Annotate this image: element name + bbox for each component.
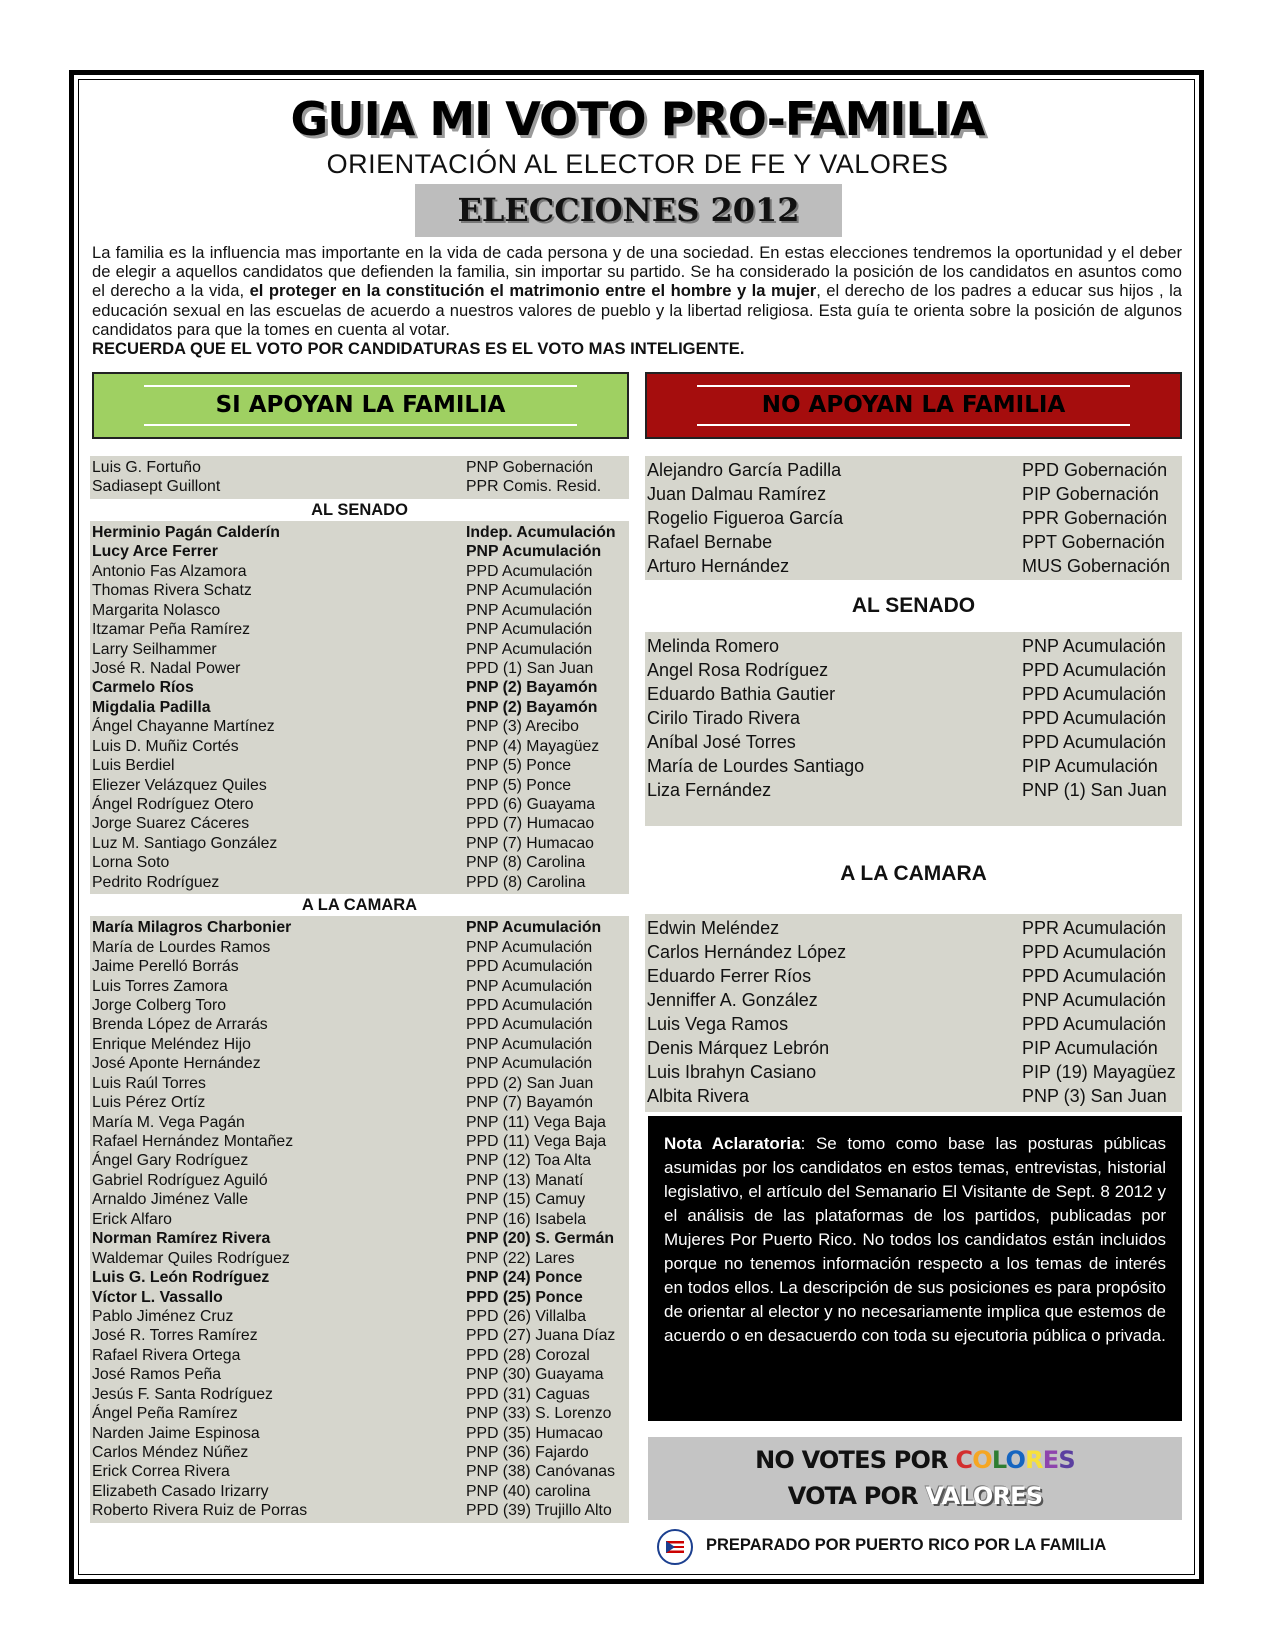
candidate-name: Larry Seilhammer bbox=[92, 640, 217, 658]
candidate-name: Waldemar Quiles Rodríguez bbox=[92, 1249, 290, 1267]
candidate-name: Roberto Rivera Ruiz de Porras bbox=[92, 1502, 308, 1520]
candidate-name: Pedrito Rodríguez bbox=[92, 873, 220, 891]
candidate-party: PPR Acumulación bbox=[1022, 918, 1167, 938]
candidate-party: PNP (20) S. Germán bbox=[466, 1230, 615, 1248]
candidate-party: PPD Acumulación bbox=[1022, 1014, 1167, 1034]
candidate-name: Margarita Nolasco bbox=[92, 601, 221, 619]
candidate-name: Eduardo Bathia Gautier bbox=[647, 684, 836, 704]
colores-letter: L bbox=[991, 1446, 1006, 1474]
candidate-name: Antonio Fas Alzamora bbox=[92, 562, 247, 580]
candidate-party: PPD (7) Humacao bbox=[466, 815, 595, 833]
candidate-row bbox=[90, 698, 629, 717]
si-apoyan-banner bbox=[92, 372, 629, 439]
candidate-row bbox=[90, 1443, 629, 1462]
candidate-row bbox=[90, 1074, 629, 1093]
candidate-party: PNP (24) Ponce bbox=[466, 1269, 583, 1287]
candidate-party: PPD Acumulación bbox=[466, 1016, 593, 1034]
candidate-name: Angel Rosa Rodríguez bbox=[647, 660, 829, 680]
candidate-party: PNP (11) Vega Baja bbox=[466, 1113, 606, 1131]
candidate-party: PNP Acumulación bbox=[466, 1035, 593, 1053]
candidate-party: PPD (26) Villalba bbox=[466, 1307, 586, 1325]
banner-rule bbox=[697, 424, 1130, 426]
candidate-name: Rafael Bernabe bbox=[647, 532, 773, 552]
si-gobernacion-list bbox=[90, 456, 629, 499]
si-camara-list bbox=[90, 916, 629, 1523]
slogan-line-2 bbox=[648, 1478, 1182, 1514]
si-senado-heading: AL SENADO bbox=[311, 500, 408, 519]
candidate-party: PPR Comis. Resid. bbox=[466, 478, 602, 496]
candidate-name: María Milagros Charbonier bbox=[92, 919, 292, 937]
candidate-row bbox=[645, 940, 1182, 964]
no-apoyan-banner bbox=[645, 372, 1182, 439]
slogan-line-2-prefix: VOTA POR bbox=[787, 1482, 926, 1510]
candidate-row bbox=[90, 776, 629, 795]
candidate-name: Pablo Jiménez Cruz bbox=[92, 1307, 234, 1325]
slogan-line-1 bbox=[648, 1442, 1182, 1478]
candidate-name: Aníbal José Torres bbox=[647, 732, 796, 752]
candidate-name: Edwin Meléndez bbox=[647, 918, 780, 938]
candidate-row bbox=[90, 996, 629, 1015]
candidate-row bbox=[645, 634, 1182, 658]
no-apoyan-column bbox=[645, 456, 1182, 1112]
candidate-name: Luis G. Fortuño bbox=[92, 459, 201, 476]
si-camara-heading: A LA CAMARA bbox=[301, 896, 418, 915]
candidate-row bbox=[90, 1190, 629, 1209]
candidate-row bbox=[90, 601, 629, 620]
candidate-party: PNP Acumulación bbox=[466, 1055, 593, 1073]
candidate-party: PPD Acumulación bbox=[466, 958, 593, 976]
no-apoyan-heading: NO APOYAN LA FAMILIA bbox=[761, 392, 1066, 418]
si-apoyan-heading: SI APOYAN LA FAMILIA bbox=[215, 392, 506, 418]
candidate-row bbox=[90, 1462, 629, 1481]
candidate-party: PNP (3) San Juan bbox=[1022, 1086, 1167, 1106]
candidate-name: Itzamar Peña Ramírez bbox=[92, 621, 251, 639]
candidate-party: PNP (36) Fajardo bbox=[466, 1444, 589, 1461]
candidate-row bbox=[645, 554, 1182, 578]
candidate-party: PNP Acumulación bbox=[466, 601, 593, 619]
slogan-valores-word: VALORES bbox=[925, 1482, 1043, 1510]
candidate-party: PIP Acumulación bbox=[1022, 1038, 1158, 1058]
candidate-name: Enrique Meléndez Hijo bbox=[92, 1035, 251, 1053]
nota-aclaratoria bbox=[648, 1116, 1182, 1421]
intro-text-2: , el derecho de los padres a educar sus hijos , la educación sexual en las escuelas de acuerdo a nuestros valores de pueblo y la libertad religiosa. Esta guía te orienta sobre la posición de algunos candidatos para que la tomes en cuenta al votar. bbox=[92, 281, 1182, 339]
candidate-row bbox=[645, 1060, 1182, 1084]
candidate-party: PIP Acumulación bbox=[1022, 756, 1158, 776]
candidate-party: PNP Acumulación bbox=[466, 543, 602, 561]
candidate-party: PNP Acumulación bbox=[466, 977, 593, 995]
candidate-name: Luis Vega Ramos bbox=[647, 1014, 789, 1034]
candidate-row bbox=[90, 853, 629, 872]
candidate-party: PPD Acumulación bbox=[1022, 942, 1167, 962]
candidate-row bbox=[90, 640, 629, 659]
candidate-name: Jaime Perelló Borrás bbox=[92, 958, 239, 976]
candidate-name: Cirilo Tirado Rivera bbox=[647, 708, 801, 728]
candidate-row bbox=[90, 1113, 629, 1132]
candidate-name: Brenda López de Arrarás bbox=[92, 1016, 268, 1034]
candidate-row bbox=[90, 814, 629, 833]
candidate-name: Ángel Gary Rodríguez bbox=[92, 1152, 249, 1170]
candidate-name: Melinda Romero bbox=[647, 636, 780, 656]
candidate-party: PNP (5) Ponce bbox=[466, 776, 572, 794]
candidate-party: PPD (28) Corozal bbox=[466, 1346, 590, 1364]
candidate-name: Luis Torres Zamora bbox=[92, 977, 228, 995]
candidate-name: José R. Nadal Power bbox=[92, 659, 241, 677]
candidate-party: PPR Gobernación bbox=[1022, 508, 1168, 528]
candidate-party: PPD Acumulación bbox=[1022, 966, 1167, 986]
page-title: GUIA MI VOTO PRO-FAMILIA bbox=[290, 92, 985, 146]
nota-label: Nota Aclaratoria bbox=[664, 1134, 801, 1153]
candidate-row bbox=[90, 1288, 629, 1307]
candidate-row bbox=[90, 1424, 629, 1443]
candidate-name: Carlos Méndez Núñez bbox=[92, 1444, 249, 1461]
candidate-party: PNP (38) Canóvanas bbox=[466, 1463, 615, 1481]
candidate-name: Jorge Colberg Toro bbox=[92, 996, 227, 1014]
candidate-name: Ángel Chayanne Martínez bbox=[92, 718, 275, 736]
candidate-row bbox=[90, 957, 629, 976]
candidate-row bbox=[90, 581, 629, 600]
candidate-name: Ángel Peña Ramírez bbox=[92, 1405, 238, 1423]
candidate-party: PNP (7) Humacao bbox=[466, 834, 594, 852]
candidate-party: PPD (31) Caguas bbox=[466, 1385, 590, 1403]
candidate-row bbox=[90, 834, 629, 853]
candidate-name: Denis Márquez Lebrón bbox=[647, 1038, 830, 1058]
candidate-party: PNP (22) Lares bbox=[466, 1249, 575, 1267]
no-camara-heading: A LA CAMARA bbox=[840, 862, 987, 885]
candidate-row bbox=[90, 1482, 629, 1501]
banner-rule bbox=[144, 424, 577, 426]
candidate-name: Luz M. Santiago González bbox=[92, 834, 278, 852]
candidate-name: Jorge Suarez Cáceres bbox=[92, 815, 250, 833]
candidate-row bbox=[645, 730, 1182, 754]
candidate-party: PPD Acumulación bbox=[1022, 660, 1167, 680]
candidate-party: PNP (2) Bayamón bbox=[466, 698, 598, 716]
candidate-row bbox=[90, 756, 629, 775]
candidate-row bbox=[90, 458, 629, 477]
candidate-name: Carlos Hernández López bbox=[647, 942, 847, 962]
candidate-party: PPD (1) San Juan bbox=[466, 659, 594, 677]
candidate-party: PNP Acumulación bbox=[1022, 636, 1166, 656]
candidate-party: PPD (11) Vega Baja bbox=[466, 1133, 607, 1150]
candidate-row bbox=[90, 717, 629, 736]
candidate-row bbox=[645, 482, 1182, 506]
candidate-row bbox=[90, 977, 629, 996]
candidate-name: Herminio Pagán Calderín bbox=[92, 523, 280, 541]
candidate-party: PPD (8) Carolina bbox=[466, 873, 586, 891]
candidate-name: Rafael Rivera Ortega bbox=[92, 1346, 241, 1364]
candidate-name: Albita Rivera bbox=[647, 1086, 750, 1106]
candidate-party: PNP (16) Isabela bbox=[466, 1210, 587, 1228]
intro-closing: RECUERDA QUE EL VOTO POR CANDIDATURAS ES EL VOTO MAS INTELIGENTE. bbox=[92, 339, 745, 359]
candidate-name: Migdalia Padilla bbox=[92, 698, 211, 716]
colores-letter: O bbox=[1005, 1446, 1026, 1474]
candidate-party: Indep. Acumulación bbox=[466, 523, 616, 541]
candidate-row bbox=[90, 678, 629, 697]
candidate-name: Rogelio Figueroa García bbox=[647, 508, 844, 528]
candidate-party: PNP Acumulación bbox=[466, 938, 593, 956]
candidate-row bbox=[90, 542, 629, 561]
candidate-row bbox=[645, 530, 1182, 554]
candidate-party: PPD (25) Ponce bbox=[466, 1288, 583, 1306]
candidate-party: PNP Gobernación bbox=[466, 459, 594, 476]
candidate-row bbox=[645, 706, 1182, 730]
candidate-row bbox=[90, 918, 629, 937]
candidate-name: Liza Fernández bbox=[647, 780, 772, 800]
colores-letter: C bbox=[955, 1446, 973, 1474]
candidate-row bbox=[90, 1501, 629, 1520]
candidate-name: Elizabeth Casado Irizarry bbox=[92, 1482, 269, 1500]
candidate-row bbox=[90, 1035, 629, 1054]
candidate-row bbox=[90, 1015, 629, 1034]
si-senado-list bbox=[90, 521, 629, 894]
candidate-name: Lorna Soto bbox=[92, 854, 170, 872]
candidate-row bbox=[90, 795, 629, 814]
flag-triangle bbox=[666, 1541, 675, 1553]
candidate-row bbox=[90, 1307, 629, 1326]
intro-text-1: La familia es la influencia mas importante en la vida de cada persona y de una sociedad. En estas elecciones tendremos la oportunidad y el deber de elegir a aquellos candidatos que defienden la familia, sin importar su partido. Se ha considerado la posición de los candidatos en asuntos como el derecho a la vida, bbox=[92, 243, 1182, 301]
candidate-party: PPD Gobernación bbox=[1022, 460, 1168, 480]
candidate-row bbox=[90, 659, 629, 678]
candidate-party: PNP (30) Guayama bbox=[466, 1366, 604, 1384]
candidate-name: Sadiasept Guillont bbox=[92, 478, 221, 496]
candidate-row bbox=[90, 1151, 629, 1170]
candidate-name: José R. Torres Ramírez bbox=[92, 1327, 258, 1345]
candidate-row bbox=[90, 620, 629, 639]
candidate-name: Luis Ibrahyn Casiano bbox=[647, 1062, 817, 1082]
candidate-row bbox=[645, 682, 1182, 706]
candidate-party: PPD (35) Humacao bbox=[466, 1424, 603, 1442]
candidate-party: PPD Acumulación bbox=[1022, 708, 1167, 728]
candidate-row bbox=[645, 988, 1182, 1012]
candidate-name: María de Lourdes Santiago bbox=[647, 756, 865, 776]
candidate-row bbox=[90, 1229, 629, 1248]
candidate-name: Luis D. Muñiz Cortés bbox=[92, 737, 239, 755]
banner-rule bbox=[144, 385, 577, 387]
candidate-party: PNP Acumulación bbox=[1022, 990, 1166, 1010]
candidate-row bbox=[90, 562, 629, 581]
candidate-party: PPD Acumulación bbox=[466, 996, 593, 1014]
candidate-name: Luis Pérez Ortíz bbox=[92, 1094, 206, 1112]
footer bbox=[648, 1527, 1182, 1567]
candidate-row bbox=[90, 873, 629, 892]
candidate-row bbox=[645, 506, 1182, 530]
no-gobernacion-list bbox=[645, 456, 1182, 580]
candidate-row bbox=[645, 964, 1182, 988]
candidate-name: Thomas Rivera Schatz bbox=[92, 582, 252, 600]
candidate-name: Jenniffer A. González bbox=[647, 990, 818, 1010]
candidate-party: PNP (33) S. Lorenzo bbox=[466, 1405, 612, 1423]
candidate-party: PNP Acumulación bbox=[466, 919, 602, 937]
colores-letter: S bbox=[1058, 1446, 1075, 1474]
candidate-row bbox=[90, 1132, 629, 1151]
candidate-party: PNP (1) San Juan bbox=[1022, 780, 1167, 800]
candidate-name: José Ramos Peña bbox=[92, 1366, 222, 1384]
candidate-name: Erick Correa Rivera bbox=[92, 1463, 230, 1481]
candidate-row bbox=[90, 737, 629, 756]
family-seal-icon bbox=[657, 1529, 693, 1565]
candidate-party: PIP (19) Mayagüez bbox=[1022, 1062, 1176, 1082]
footer-credit: PREPARADO POR PUERTO RICO POR LA FAMILIA bbox=[706, 1536, 1107, 1554]
candidate-row bbox=[645, 458, 1182, 482]
candidate-name: Carmelo Ríos bbox=[92, 679, 194, 697]
candidate-name: Luis Berdiel bbox=[92, 757, 175, 775]
candidate-name: Narden Jaime Espinosa bbox=[92, 1424, 260, 1442]
intro-paragraph bbox=[92, 243, 1182, 358]
candidate-name: Erick Alfaro bbox=[92, 1210, 172, 1228]
candidate-row bbox=[90, 938, 629, 957]
candidate-party: PPD (39) Trujillo Alto bbox=[466, 1502, 612, 1520]
candidate-party: PIP Gobernación bbox=[1022, 484, 1159, 504]
slogan-line-1-prefix: NO VOTES POR bbox=[755, 1446, 956, 1474]
candidate-name: Arnaldo Jiménez Valle bbox=[92, 1191, 249, 1209]
no-senado-heading: AL SENADO bbox=[851, 594, 976, 617]
candidate-party: PPD (2) San Juan bbox=[466, 1074, 594, 1092]
candidate-party: PNP (5) Ponce bbox=[466, 757, 572, 775]
candidate-name: Lucy Arce Ferrer bbox=[92, 543, 218, 561]
candidate-party: PNP (12) Toa Alta bbox=[466, 1152, 591, 1170]
candidate-row bbox=[645, 1036, 1182, 1060]
intro-text-bold: el proteger en la constitución el matrimonio entre el hombre y la mujer bbox=[249, 281, 817, 301]
candidate-row bbox=[90, 1404, 629, 1423]
candidate-row bbox=[645, 1084, 1182, 1108]
candidate-name: Gabriel Rodríguez Aguiló bbox=[92, 1171, 268, 1189]
candidate-name: Arturo Hernández bbox=[647, 556, 790, 576]
candidate-row bbox=[90, 1268, 629, 1287]
page-subtitle: ORIENTACIÓN AL ELECTOR DE FE Y VALORES bbox=[326, 149, 949, 179]
no-senado-list bbox=[645, 632, 1182, 826]
candidate-name: María M. Vega Pagán bbox=[92, 1113, 245, 1131]
candidate-party: PPT Gobernación bbox=[1022, 532, 1165, 552]
candidate-party: PNP (3) Arecibo bbox=[466, 718, 579, 736]
candidate-name: Eduardo Ferrer Ríos bbox=[647, 966, 812, 986]
colores-letter: O bbox=[972, 1446, 992, 1474]
candidate-row bbox=[90, 1093, 629, 1112]
candidate-party: PNP (13) Manatí bbox=[466, 1171, 584, 1189]
candidate-name: Juan Dalmau Ramírez bbox=[647, 484, 827, 504]
candidate-name: Norman Ramírez Rivera bbox=[92, 1230, 271, 1248]
candidate-name: Eliezer Velázquez Quiles bbox=[92, 776, 267, 794]
no-camara-list bbox=[645, 914, 1182, 1112]
candidate-name: Luis Raúl Torres bbox=[92, 1074, 206, 1092]
candidate-party: PNP (2) Bayamón bbox=[466, 679, 598, 697]
candidate-party: PNP (8) Carolina bbox=[466, 854, 586, 872]
candidate-name: Rafael Hernández Montañez bbox=[92, 1133, 294, 1150]
candidate-party: MUS Gobernación bbox=[1022, 556, 1171, 576]
candidate-name: Ángel Rodríguez Otero bbox=[92, 796, 254, 813]
candidate-party: PPD (6) Guayama bbox=[466, 796, 596, 813]
candidate-row bbox=[645, 1012, 1182, 1036]
candidate-row bbox=[90, 1210, 629, 1229]
nota-text: : Se tomo como base las posturas públicas asumidas por los candidatos en estos temas, entrevistas, historial legislativo, el artículo del Semanario El Visitante de Sept. 8 2012 y el análisis de las plataformas de los partidos, publicadas por Mujeres Por Puerto Rico. No todos los candidatos están incluidos porque no tenemos información respecto a los temas de interés en todos ellos. La descripción de sus posiciones es para propósito de orientar al elector y no necesariamente implica que estemos de acuerdo o en desacuerdo con toda su ejecutoria pública o privada. bbox=[664, 1134, 1166, 1345]
candidate-row bbox=[90, 1171, 629, 1190]
candidate-party: PPD Acumulación bbox=[1022, 684, 1167, 704]
candidate-party: PPD Acumulación bbox=[1022, 732, 1167, 752]
candidate-row bbox=[645, 778, 1182, 802]
candidate-row bbox=[90, 1346, 629, 1365]
candidate-row bbox=[90, 1365, 629, 1384]
candidate-row bbox=[90, 523, 629, 542]
candidate-row bbox=[645, 658, 1182, 682]
banner-rule bbox=[697, 385, 1130, 387]
candidate-name: Jesús F. Santa Rodríguez bbox=[92, 1385, 273, 1403]
candidate-name: José Aponte Hernández bbox=[92, 1055, 261, 1073]
candidate-party: PPD (27) Juana Díaz bbox=[466, 1327, 616, 1345]
colores-letter: E bbox=[1042, 1446, 1059, 1474]
slogan-colores-word bbox=[955, 1446, 1074, 1474]
candidate-party: PNP (4) Mayagüez bbox=[466, 737, 600, 755]
candidate-row bbox=[645, 916, 1182, 940]
candidate-party: PNP Acumulación bbox=[466, 640, 593, 658]
colores-letter: R bbox=[1025, 1446, 1043, 1474]
candidate-row bbox=[90, 1326, 629, 1345]
si-apoyan-column bbox=[90, 456, 629, 1523]
candidate-row bbox=[90, 1385, 629, 1404]
slogan-box bbox=[648, 1437, 1182, 1520]
candidate-row bbox=[90, 1249, 629, 1268]
candidate-name: Víctor L. Vassallo bbox=[92, 1288, 223, 1306]
candidate-party: PNP (7) Bayamón bbox=[466, 1094, 594, 1112]
candidate-row bbox=[90, 1054, 629, 1073]
candidate-party: PNP (40) carolina bbox=[466, 1482, 591, 1500]
candidate-name: Alejandro García Padilla bbox=[647, 460, 842, 480]
candidate-name: Luis G. León Rodríguez bbox=[92, 1269, 270, 1287]
candidate-party: PPD Acumulación bbox=[466, 562, 593, 580]
candidate-party: PNP (15) Camuy bbox=[466, 1191, 586, 1209]
election-badge: ELECCIONES 2012 bbox=[415, 184, 842, 237]
candidate-name: María de Lourdes Ramos bbox=[92, 938, 271, 956]
candidate-row bbox=[90, 477, 629, 496]
candidate-party: PNP Acumulación bbox=[466, 621, 593, 639]
candidate-party: PNP Acumulación bbox=[466, 582, 593, 600]
candidate-row bbox=[645, 754, 1182, 778]
